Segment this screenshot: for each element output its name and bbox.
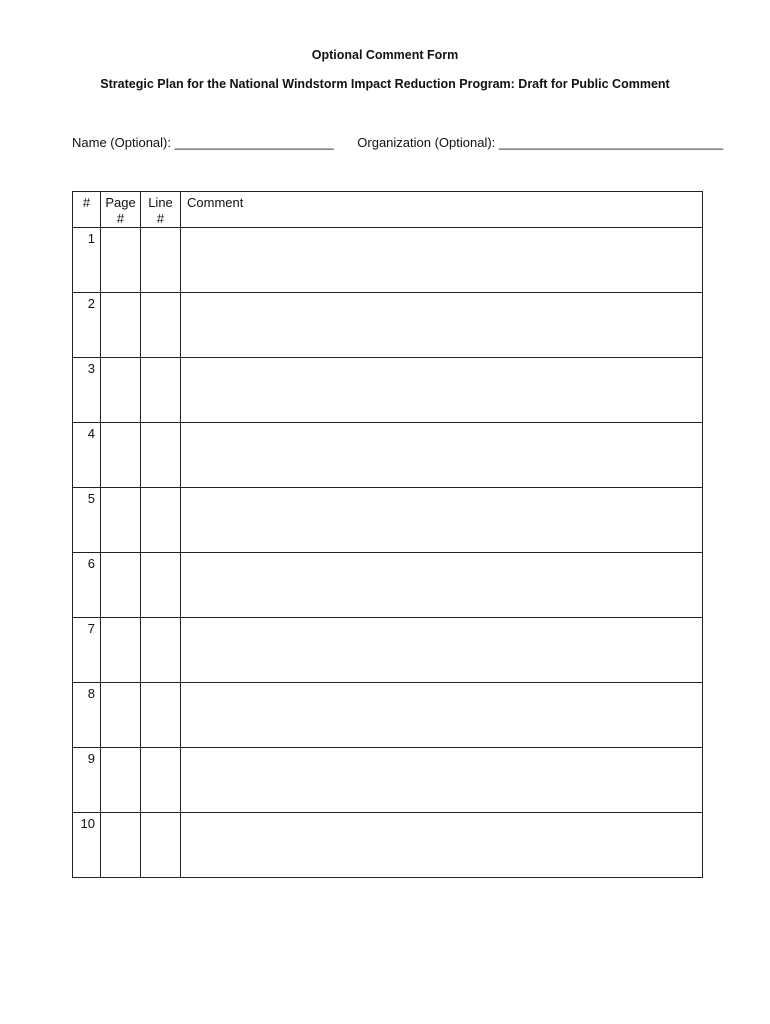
page-cell[interactable] — [101, 358, 141, 423]
page-cell[interactable] — [101, 228, 141, 293]
table-row — [73, 553, 703, 618]
line-cell[interactable] — [141, 683, 181, 748]
table-row — [73, 748, 703, 813]
comment-cell[interactable] — [181, 488, 703, 553]
comment-cell[interactable] — [181, 618, 703, 683]
form-title: Optional Comment Form — [311, 48, 459, 62]
comment-cell[interactable] — [181, 423, 703, 488]
comment-cell[interactable] — [181, 358, 703, 423]
organization-field[interactable]: Organization (Optional): _______________________________ — [357, 135, 724, 150]
header-page-label: Page — [105, 195, 136, 210]
header-line-hash: # — [156, 211, 165, 226]
table-row — [73, 293, 703, 358]
line-cell[interactable] — [141, 748, 181, 813]
line-cell[interactable] — [141, 553, 181, 618]
row-number: 3 — [73, 358, 101, 423]
page-cell[interactable] — [101, 748, 141, 813]
header-page — [101, 192, 141, 228]
line-cell[interactable] — [141, 618, 181, 683]
line-cell[interactable] — [141, 488, 181, 553]
page-cell[interactable] — [101, 423, 141, 488]
row-number: 8 — [73, 683, 101, 748]
header-line-label: Line — [148, 195, 173, 210]
line-cell[interactable] — [141, 358, 181, 423]
comment-cell[interactable] — [181, 683, 703, 748]
header-page-hash: # — [116, 211, 125, 226]
table-row — [73, 358, 703, 423]
comment-cell[interactable] — [181, 553, 703, 618]
name-field[interactable]: Name (Optional): ______________________ — [72, 135, 334, 150]
line-cell[interactable] — [141, 813, 181, 878]
comment-cell[interactable] — [181, 228, 703, 293]
row-number: 9 — [73, 748, 101, 813]
table-header-row — [73, 192, 703, 228]
form-subtitle: Strategic Plan for the National Windstorm Impact Reduction Program: Draft for Public Comment — [100, 77, 670, 91]
row-number: 4 — [73, 423, 101, 488]
table-row — [73, 618, 703, 683]
line-cell[interactable] — [141, 228, 181, 293]
page-cell[interactable] — [101, 293, 141, 358]
line-cell[interactable] — [141, 293, 181, 358]
row-number: 6 — [73, 553, 101, 618]
page-cell[interactable] — [101, 618, 141, 683]
line-cell[interactable] — [141, 423, 181, 488]
row-number: 5 — [73, 488, 101, 553]
row-number: 2 — [73, 293, 101, 358]
page-cell[interactable] — [101, 683, 141, 748]
header-line — [141, 192, 181, 228]
comment-cell[interactable] — [181, 813, 703, 878]
table-row — [73, 423, 703, 488]
header-number: # — [73, 192, 101, 228]
page-cell[interactable] — [101, 813, 141, 878]
header-comment: Comment — [181, 192, 703, 228]
table-row — [73, 228, 703, 293]
page-cell[interactable] — [101, 553, 141, 618]
comment-cell[interactable] — [181, 748, 703, 813]
comment-cell[interactable] — [181, 293, 703, 358]
respondent-fields — [72, 135, 723, 150]
row-number: 7 — [73, 618, 101, 683]
table-row — [73, 488, 703, 553]
row-number: 10 — [73, 813, 101, 878]
page-cell[interactable] — [101, 488, 141, 553]
row-number: 1 — [73, 228, 101, 293]
comment-table — [72, 191, 703, 878]
table-row — [73, 683, 703, 748]
table-row — [73, 813, 703, 878]
